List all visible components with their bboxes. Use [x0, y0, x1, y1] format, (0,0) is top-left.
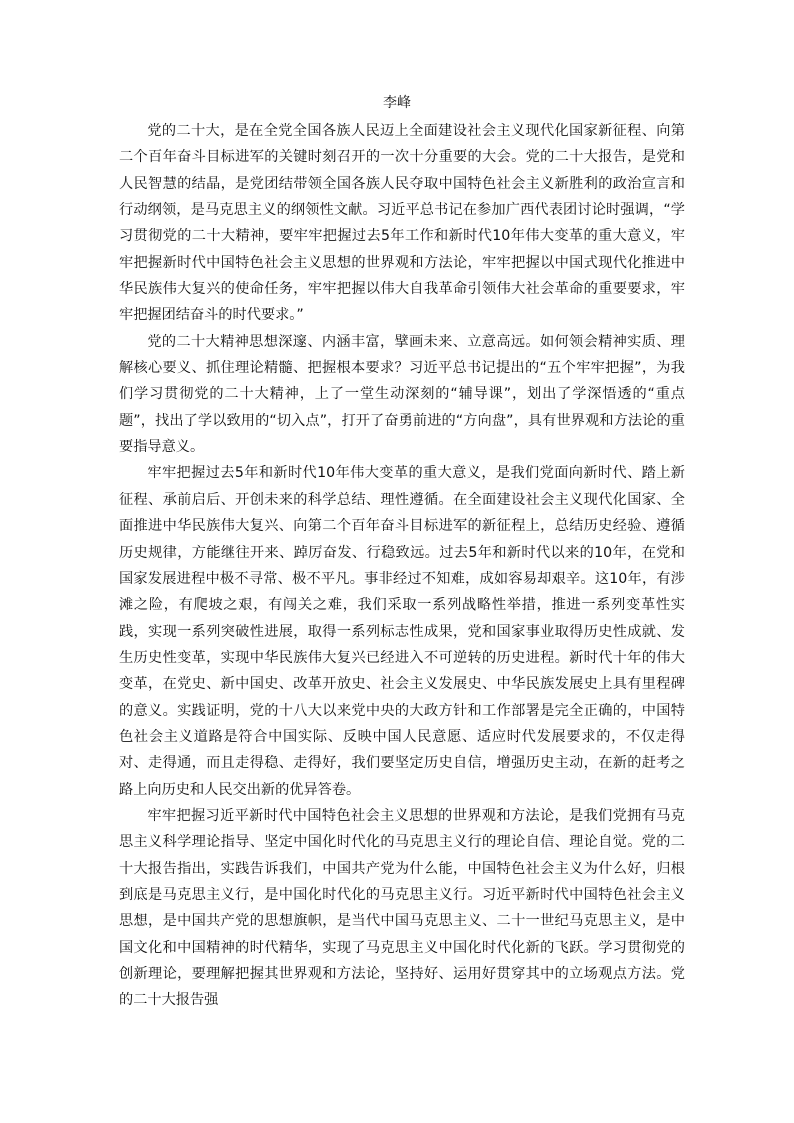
paragraph: 牢牢把握习近平新时代中国特色社会主义思想的世界观和方法论，是我们党拥有马克思主义科学理论指导、坚定中国化时代化的马克思主义行的理论自信、理论自觉。党的二十大报告指出，实践告诉我们，中国共产党为什么能，中国特色社会主义为什么好，归根到底是马克思主义行，是中国化时代化的马克思主义行。习近平新时代中国特色社会主义思想，是中国共产党的思想旗帜，是当代中国马克思主义、二十一世纪马克思主义，是中国文化和中国精神的时代精华，实现了马克思主义中国化时代化新的飞跃。学习贯彻党的创新理论，要理解把握其世界观和方法论，坚持好、运用好贯穿其中的立场观点方法。党的二十大报告强 — [119, 807, 685, 1009]
author-name: 李峰 — [383, 95, 411, 111]
paragraph: 党的二十大精神思想深邃、内涵丰富，擘画未来、立意高远。如何领会精神实质、理解核心要义、抓住理论精髓、把握根本要求？习近平总书记提出的“五个牢牢把握”，为我们学习贯彻党的二十大精神，上了一堂生动深刻的“辅导课”，划出了学深悟透的“重点题”，找出了学以致用的“切入点”，打开了奋勇前进的“方向盘”，具有世界观和方法论的重要指导意义。 — [119, 333, 685, 456]
paragraph: 党的二十大，是在全党全国各族人民迈上全面建设社会主义现代化国家新征程、向第二个百年奋斗目标进军的关键时刻召开的一次十分重要的大会。党的二十大报告，是党和人民智慧的结晶，是党团结带领全国各族人民夺取中国特色社会主义新胜利的政治宣言和行动纲领，是马克思主义的纲领性文献。习近平总书记在参加广西代表团讨论时强调，“学习贯彻党的二十大精神，要牢牢把握过去5年工作和新时代10年伟大变革的重大意义，牢牢把握新时代中国特色社会主义思想的世界观和方法论，牢牢把握以中国式现代化推进中华民族伟大复兴的使命任务，牢牢把握以伟大自我革命引领伟大社会革命的重要要求，牢牢把握团结奋斗的时代要求。” — [119, 123, 685, 324]
paragraph: 牢牢把握过去5年和新时代10年伟大变革的重大意义，是我们党面向新时代、踏上新征程、承前启后、开创未来的科学总结、理性遵循。在全面建设社会主义现代化国家、全面推进中华民族伟大复兴、向第二个百年奋斗目标进军的新征程上，总结历史经验、遵循历史规律，方能继往开来、踔厉奋发、行稳致远。过去5年和新时代以来的10年，在党和国家发展进程中极不寻常、极不平凡。事非经过不知难，成如容易却艰辛。这10年，有涉滩之险，有爬坡之艰，有闯关之难，我们采取一系列战略性举措，推进一系列变革性实践，实现一系列突破性进展，取得一系列标志性成果，党和国家事业取得历史性成就、发生历史性变革，实现中华民族伟大复兴已经进入不可逆转的历史进程。新时代十年的伟大变革，在党史、新中国史、改革开放史、社会主义发展史、中华民族发展史上具有里程碑的意义。实践证明，党的十八大以来党中央的大政方针和工作部署是完全正确的，中国特色社会主义道路是符合中国实际、反映中国人民意愿、适应时代发展要求的，不仅走得对、走得通，而且走得稳、走得好，我们要坚定历史自信，增强历史主动，在新的赶考之路上向历史和人民交出新的优异答卷。 — [119, 465, 685, 798]
article-body — [119, 118, 685, 1014]
